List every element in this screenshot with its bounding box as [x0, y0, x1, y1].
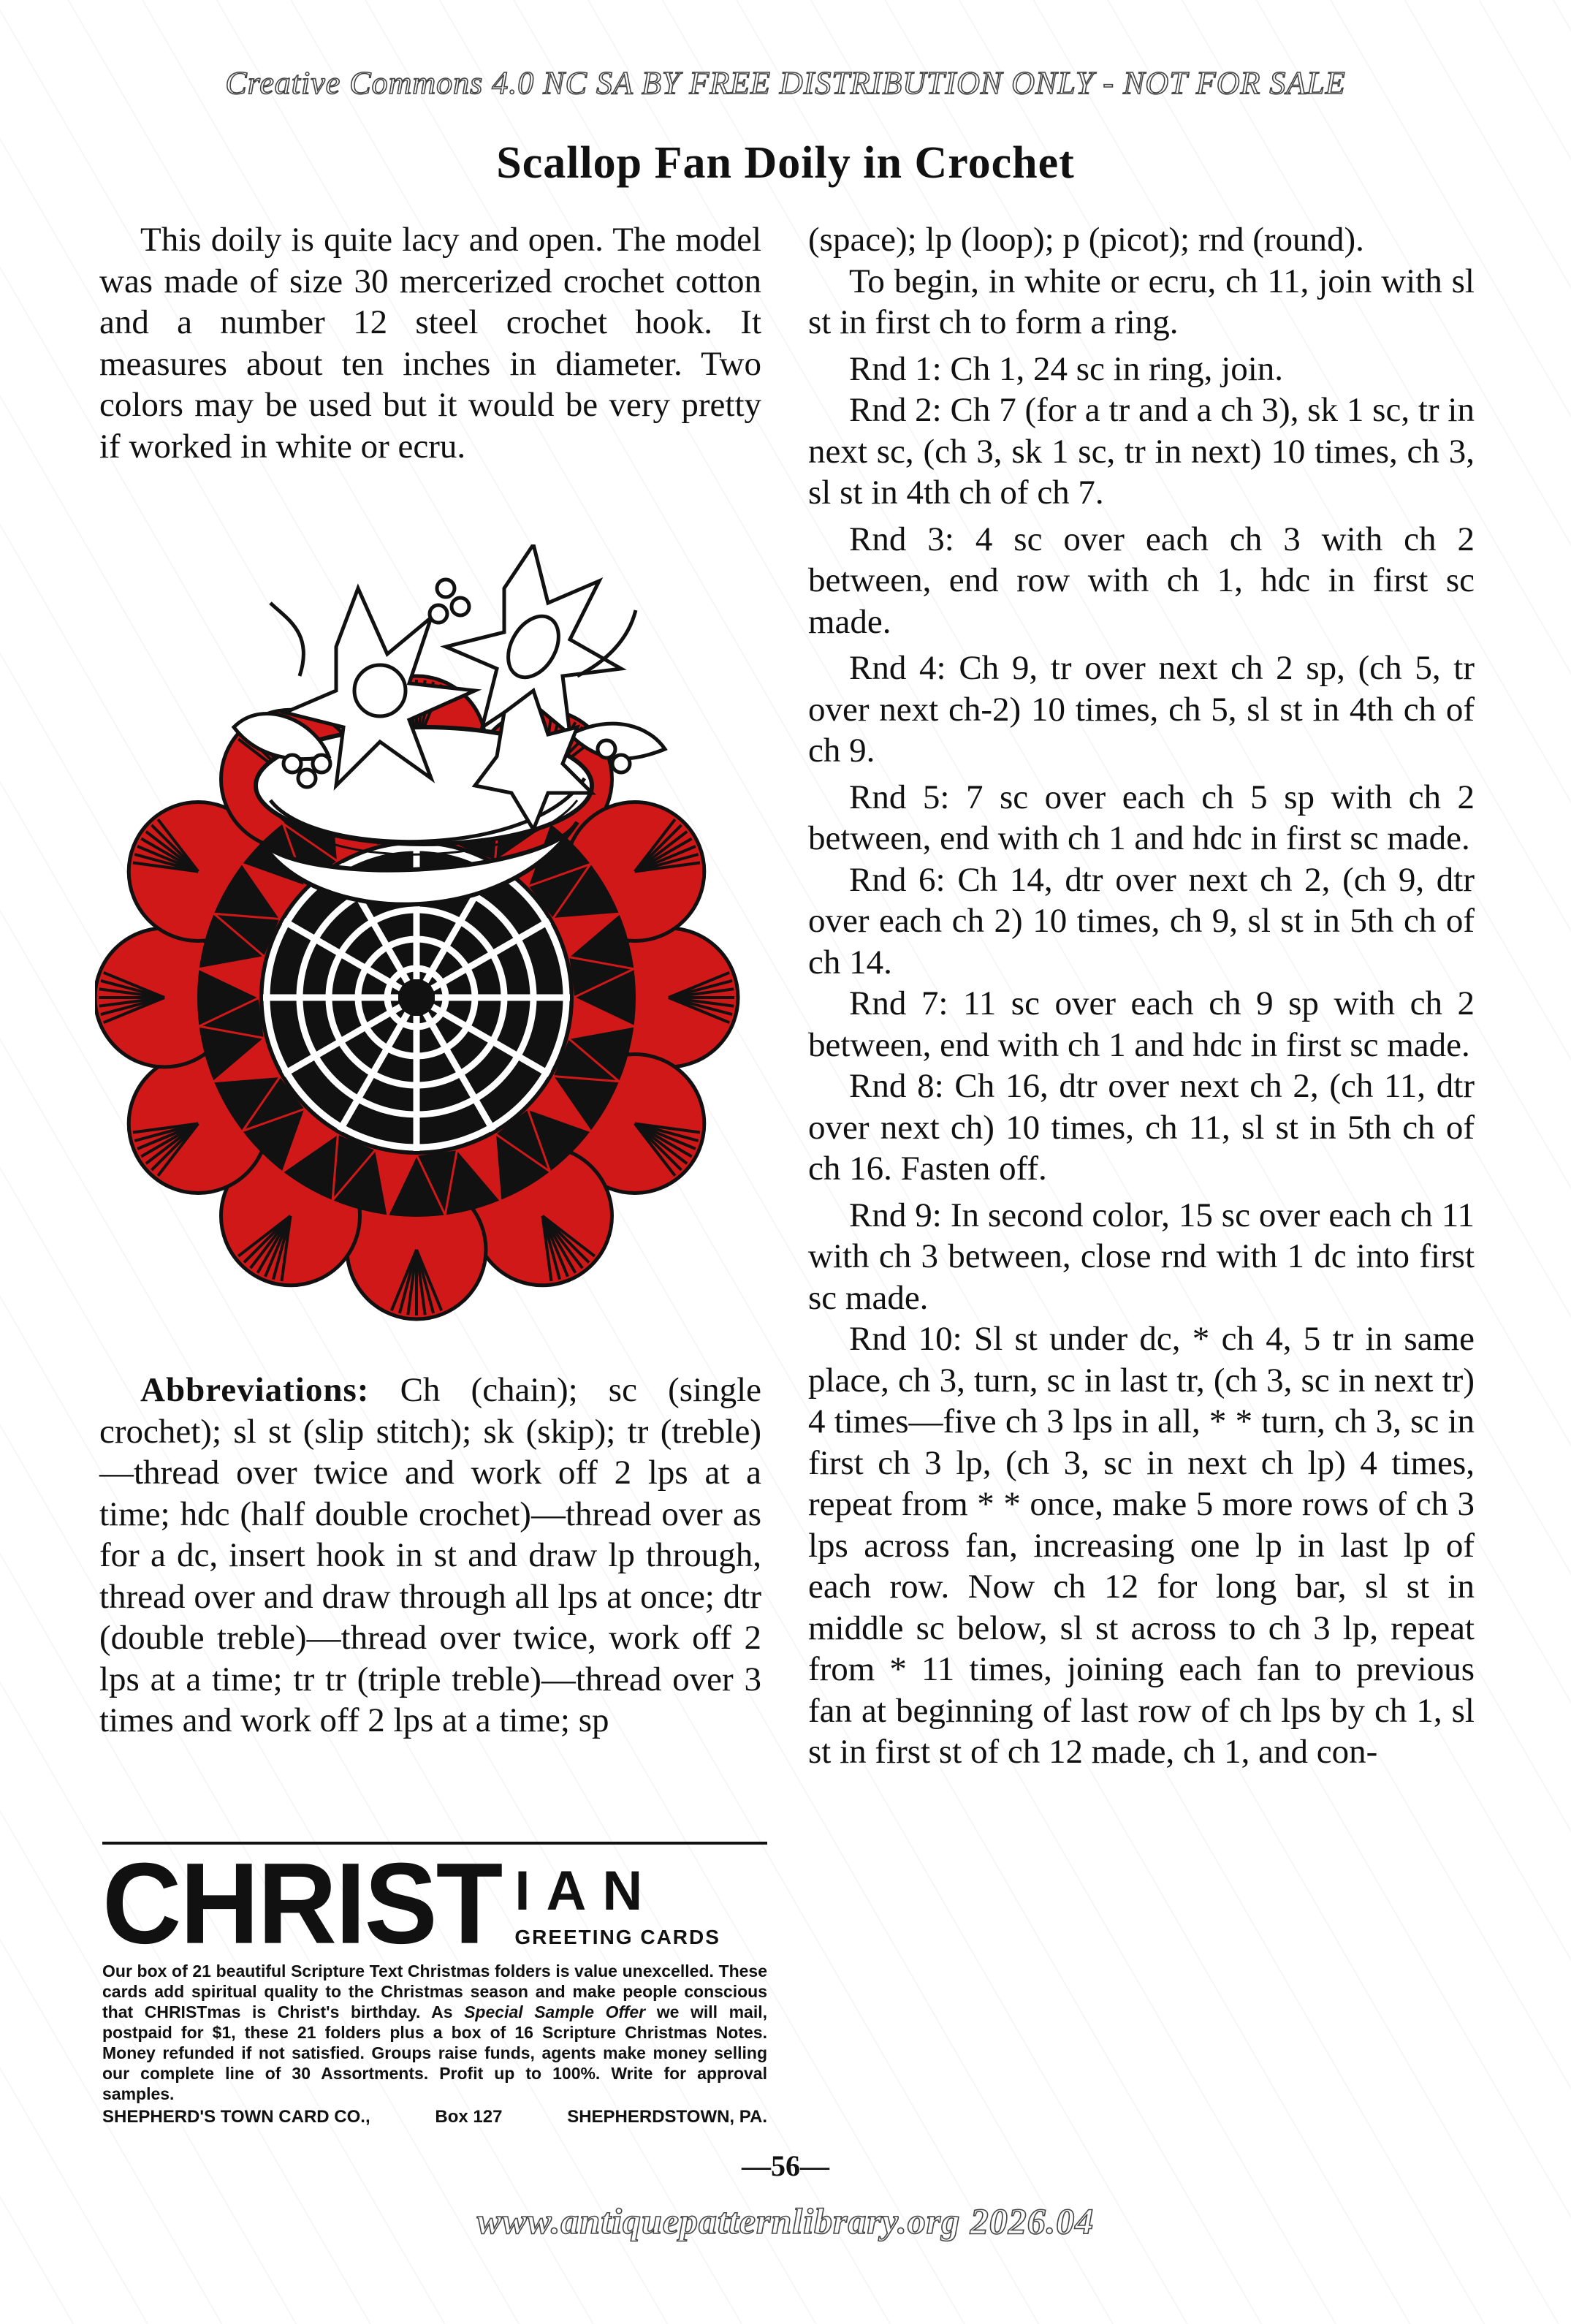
ad-subtitle: GREETING CARDS [514, 1926, 720, 1948]
ad-body: Our box of 21 beautiful Scripture Text Christmas folders is value unexcelled. These cards add spiritual quality to the Christmas season and make people conscious that CHRISTmas is Christ's birthday. As Special Sample Offer we will mail, postpaid for $1, these 21 folders plus a box of 16 Scripture Christmas Notes. Money refunded if not satisfied. Groups raise funds, agents make money selling our complete line of 30 Assortments. Profit up to 100%. Write for approval samples. [102, 1962, 768, 2103]
ad-headline-big: CHRIST [102, 1838, 502, 1968]
instruction-paragraph: To begin, in white or ecru, ch 11, join with sl st in first ch to form a ring. [808, 262, 1475, 341]
intro-paragraph: This doily is quite lacy and open. The model was made of size 30 mercerized crochet cotton and a number 12 steel crochet hook. It measures about ten inches in diameter. Two colors may be used but it would be very pretty if worked in white or ecru. [99, 221, 761, 466]
abbreviations-heading: Abbreviations: [140, 1371, 370, 1409]
license-banner: Creative Commons 4.0 NC SA BY FREE DISTRIBUTION ONLY - NOT FOR SALE [225, 65, 1346, 101]
instruction-paragraph: Rnd 5: 7 sc over each ch 5 sp with ch 2 between, end with ch 1 and hdc in first sc made. [808, 778, 1475, 857]
instructions-column [808, 219, 1475, 1773]
instruction-paragraph: Rnd 8: Ch 16, dtr over next ch 2, (ch 11, dtr over next ch) 10 times, ch 11, sl st in 5th ch of ch 16. Fasten off. [808, 1067, 1475, 1188]
christian-cards-ad [102, 1838, 768, 2127]
instruction-paragraph: Rnd 7: 11 sc over each ch 9 sp with ch 2 between, end with ch 1 and hdc in first sc made. [808, 984, 1475, 1064]
abbreviations-text: Ch (chain); sc (single crochet); sl st (slip stitch); sk (skip); tr (treble)—thread over twice and work off 2 lps at a time; hdc (half double crochet)—thread over as for a dc, insert hook in st and draw lp through, thread over and draw through all lps at once; dtr (double treble)—thread over twice, work off 2 lps at a time; tr tr (triple treble)—thread over 3 times and work off 2 lps at a time; sp [99, 1371, 762, 1739]
instruction-paragraph: Rnd 10: Sl st under dc, * ch 4, 5 tr in same place, ch 3, turn, sc in last tr, (ch 3, sc in next tr) 4 times—five ch 3 lps in all, * * turn, ch 3, sc in first ch 3 lp, (ch 3, sc in next ch lp) 4 times, repeat from * * once, make 5 more rows of ch 3 lps across fan, increasing one lp in last lp of each row. Now ch 12 for long bar, sl st in middle sc below, sl st across to ch 3 lp, repeat from * 11 times, joining each fan to previous fan at beginning of last row of ch lps by ch 1, sl st in first st of ch 12 made, ch 1, and con- [808, 1320, 1475, 1771]
ad-special-offer: Special Sample Offer [464, 2002, 646, 2021]
instruction-paragraph: Rnd 3: 4 sc over each ch 3 with ch 2 between, end row with ch 1, hdc in first sc made. [808, 520, 1475, 641]
ad-headline [102, 1838, 767, 1968]
abbreviations-section [99, 1370, 761, 1742]
ad-box: Box 127 [435, 2107, 503, 2127]
instruction-paragraph: Rnd 6: Ch 14, dtr over next ch 2, (ch 9, dtr over each ch 2) 10 times, ch 9, sl st in 5th ch of ch 14. [808, 860, 1475, 981]
doily-illustration [95, 544, 753, 1348]
instruction-paragraph: Rnd 4: Ch 9, tr over next ch 2 sp, (ch 5, tr over next ch-2) 10 times, ch 5, sl st in 4th ch of ch 9. [808, 649, 1475, 770]
ad-address [102, 2107, 767, 2127]
page-title: Scallop Fan Doily in Crochet [496, 138, 1075, 188]
instruction-paragraph: Rnd 9: In second color, 15 sc over each ch 11 with ch 3 between, close rnd with 1 dc into first sc made. [808, 1196, 1475, 1317]
ad-headline-small: IAN [514, 1860, 659, 1922]
page-number: —56— [742, 2149, 829, 2182]
instruction-paragraph: Rnd 2: Ch 7 (for a tr and a ch 3), sk 1 sc, tr in next sc, (ch 3, sk 1 sc, tr in next) 10 times, ch 3, sl st in 4th ch of ch 7. [808, 391, 1475, 512]
footer-site: www.antiquepatternlibrary.org 2026.04 [476, 2200, 1095, 2241]
ad-company: SHEPHERD'S TOWN CARD CO., [102, 2107, 370, 2127]
intro-text [99, 219, 761, 467]
ad-city: SHEPHERDSTOWN, PA. [567, 2107, 767, 2127]
instruction-paragraph: Rnd 1: Ch 1, 24 sc in ring, join. [849, 349, 1284, 388]
instruction-paragraph: (space); lp (loop); p (picot); rnd (round). [808, 221, 1364, 259]
